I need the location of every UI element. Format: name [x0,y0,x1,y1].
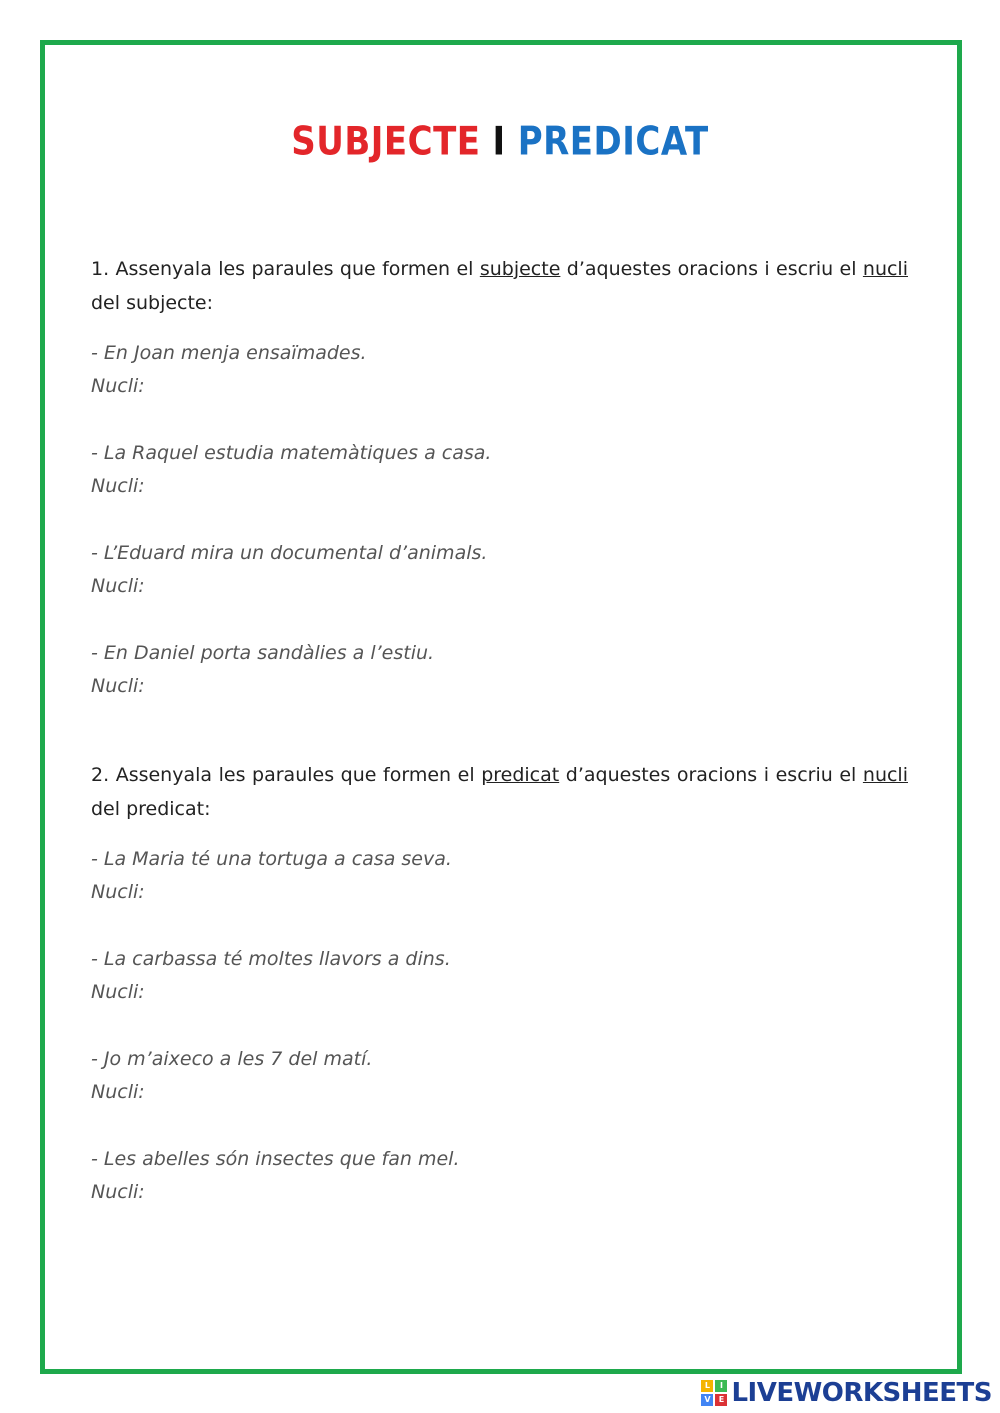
title-predicate: PREDICAT [517,119,709,165]
exercise-item [91,843,908,909]
logo-letter: E [715,1394,727,1406]
exercise-item [91,337,908,403]
exercise-item [91,1143,908,1209]
logo-icon [701,1380,727,1406]
instruction-underlined-predicate: predicat [481,764,560,786]
title-conjunction: I [492,119,506,165]
instruction-text: d’aquestes oracions i escriu el [559,764,863,786]
exercise-item [91,1043,908,1109]
nucli-label: Nucli: [91,981,145,1003]
section2-instruction [91,758,908,826]
instruction-underlined-nucli: nucli [862,258,908,280]
page-title [0,119,1000,165]
exercise-sentence: - Jo m’aixeco a les 7 del matí. [91,1048,373,1070]
instruction-text: 1. Assenyala les paraules que formen el [91,258,480,280]
section-subject [91,252,908,703]
logo-text: LIVEWORKSHEETS [731,1378,992,1408]
exercise-sentence: - La Maria té una tortuga a casa seva. [91,848,452,870]
nucli-label: Nucli: [91,1181,145,1203]
nucli-label: Nucli: [91,375,145,397]
exercise-item [91,943,908,1009]
logo-letter: L [701,1380,713,1392]
exercise-item [91,437,908,503]
instruction-text: d’aquestes oracions i escriu el [560,258,863,280]
nucli-label: Nucli: [91,675,145,697]
logo-letter: V [701,1394,713,1406]
title-subject: SUBJECTE [291,119,481,165]
exercise-sentence: - L’Eduard mira un documental d’animals. [91,542,488,564]
nucli-label: Nucli: [91,575,145,597]
instruction-text: del subjecte: [91,292,214,314]
instruction-underlined-nucli: nucli [862,764,908,786]
exercise-sentence: - La carbassa té moltes llavors a dins. [91,948,451,970]
instruction-text: del predicat: [91,798,211,820]
exercise-sentence: - Les abelles són insectes que fan mel. [91,1148,460,1170]
exercise-sentence: - En Joan menja ensaïmades. [91,342,367,364]
nucli-label: Nucli: [91,881,145,903]
nucli-label: Nucli: [91,475,145,497]
instruction-underlined-subject: subjecte [479,258,561,280]
exercise-sentence: - En Daniel porta sandàlies a l’estiu. [91,642,435,664]
instruction-text: 2. Assenyala les paraules que formen el [91,764,482,786]
logo-letter: I [715,1380,727,1392]
exercise-item [91,637,908,703]
liveworksheets-logo [701,1378,992,1408]
section1-instruction [91,252,908,320]
section-predicate [91,758,908,1209]
exercise-item [91,537,908,603]
exercise-sentence: - La Raquel estudia matemàtiques a casa. [91,442,492,464]
nucli-label: Nucli: [91,1081,145,1103]
